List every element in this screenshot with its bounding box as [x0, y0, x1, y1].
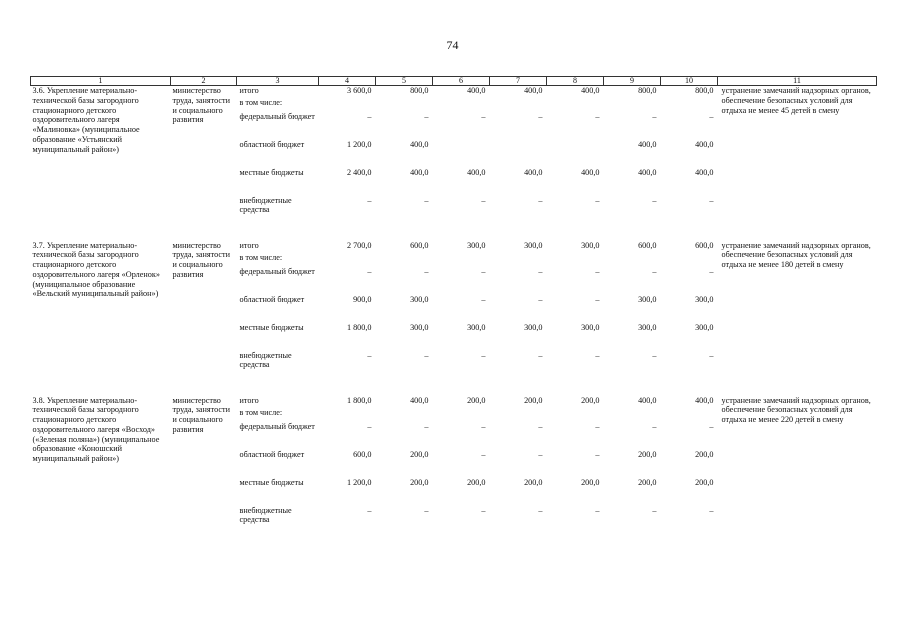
amount-cell: –: [424, 111, 429, 121]
amount-cell: –: [424, 195, 429, 205]
amount-cell: 300,0: [581, 240, 600, 250]
amount-cell: 400,0: [467, 167, 486, 177]
financing-table: [30, 76, 877, 534]
amount-cell: –: [538, 294, 543, 304]
amount-cell: –: [481, 111, 486, 121]
amount-cell: –: [595, 350, 600, 360]
amount-cell: 600,0: [410, 240, 429, 250]
amount-cell: 600,0: [638, 240, 657, 250]
column-header: 5: [376, 77, 433, 86]
amount-cell: [604, 253, 661, 267]
amount-cell: 200,0: [581, 395, 600, 405]
executor-cell: министерство труда, занятости и социального развития: [172, 86, 231, 125]
amount-cell: [376, 253, 433, 267]
amount-cell: [433, 408, 490, 422]
amount-cell: 600,0: [695, 240, 714, 250]
amount-cell: –: [481, 266, 486, 276]
amount-cell: –: [538, 266, 543, 276]
funding-source-cell: в том числе:: [239, 97, 283, 107]
funding-source-cell: итого: [239, 86, 259, 95]
amount-cell: 300,0: [695, 294, 714, 304]
amount-cell: 400,0: [638, 139, 657, 149]
amount-cell: 300,0: [638, 294, 657, 304]
amount-cell: –: [652, 195, 657, 205]
amount-cell: –: [595, 266, 600, 276]
amount-cell: [376, 98, 433, 112]
amount-cell: –: [595, 449, 600, 459]
funding-source-cell: федеральный бюджет: [239, 421, 315, 431]
funding-source-cell: местные бюджеты: [239, 477, 304, 487]
amount-cell: [661, 98, 718, 112]
column-header: 1: [31, 77, 171, 86]
amount-cell: 300,0: [410, 322, 429, 332]
amount-cell: –: [652, 350, 657, 360]
expected-result-cell: устранение замечаний надзорных органов, обеспечение безопасных условий для отдыха не менее 220 детей в смену: [721, 395, 871, 425]
amount-cell: [661, 408, 718, 422]
amount-cell: [547, 253, 604, 267]
amount-cell: [490, 140, 547, 168]
amount-cell: 300,0: [524, 240, 543, 250]
amount-cell: 300,0: [695, 322, 714, 332]
column-header: 11: [718, 77, 877, 86]
amount-cell: 200,0: [695, 449, 714, 459]
funding-source-cell: итого: [239, 240, 259, 250]
amount-cell: –: [595, 505, 600, 515]
amount-cell: –: [538, 449, 543, 459]
column-header: 3: [237, 77, 319, 86]
amount-cell: –: [424, 266, 429, 276]
amount-cell: 800,0: [638, 86, 657, 95]
column-header: 8: [547, 77, 604, 86]
amount-cell: 1 800,0: [346, 322, 372, 332]
amount-cell: 1 200,0: [346, 139, 372, 149]
column-header: 9: [604, 77, 661, 86]
amount-cell: 300,0: [524, 322, 543, 332]
funding-source-cell: федеральный бюджет: [239, 266, 315, 276]
amount-cell: 200,0: [695, 477, 714, 487]
amount-cell: 400,0: [695, 139, 714, 149]
amount-cell: 200,0: [410, 449, 429, 459]
amount-cell: –: [709, 266, 714, 276]
amount-cell: 800,0: [410, 86, 429, 95]
amount-cell: [604, 408, 661, 422]
funding-source-cell: в том числе:: [239, 407, 283, 417]
amount-cell: –: [709, 195, 714, 205]
funding-source-cell: местные бюджеты: [239, 167, 304, 177]
executor-cell: министерство труда, занятости и социального развития: [172, 240, 231, 279]
amount-cell: [319, 98, 376, 112]
amount-cell: [433, 140, 490, 168]
amount-cell: [490, 253, 547, 267]
amount-cell: 200,0: [581, 477, 600, 487]
funding-source-cell: областной бюджет: [239, 139, 305, 149]
amount-cell: –: [538, 350, 543, 360]
amount-cell: –: [538, 421, 543, 431]
funding-source-cell: в том числе:: [239, 252, 283, 262]
amount-cell: 400,0: [695, 167, 714, 177]
amount-cell: –: [367, 421, 372, 431]
measure-cell: 3.8. Укрепление материально-технической базы загородного стационарного детского оздоровительного лагеря «Восход» («Зеленая поляна») (муниципальное образование «Коношский муниципальный район»): [32, 395, 160, 464]
funding-source-cell: итого: [239, 395, 259, 405]
funding-source-cell: внебюджетные средства: [239, 505, 292, 525]
amount-cell: 200,0: [524, 477, 543, 487]
amount-cell: 600,0: [353, 449, 372, 459]
amount-cell: [319, 408, 376, 422]
amount-cell: 900,0: [353, 294, 372, 304]
amount-cell: [604, 98, 661, 112]
table-row: [31, 86, 877, 98]
amount-cell: –: [595, 111, 600, 121]
amount-cell: [433, 98, 490, 112]
amount-cell: [547, 98, 604, 112]
amount-cell: [547, 408, 604, 422]
amount-cell: –: [709, 350, 714, 360]
amount-cell: 400,0: [581, 86, 600, 95]
amount-cell: 2 400,0: [346, 167, 372, 177]
amount-cell: 300,0: [638, 322, 657, 332]
column-header-row: [31, 77, 877, 86]
amount-cell: –: [424, 421, 429, 431]
amount-cell: –: [424, 350, 429, 360]
amount-cell: 3 600,0: [346, 86, 372, 95]
amount-cell: 400,0: [410, 167, 429, 177]
section-spacer: [31, 224, 877, 241]
amount-cell: –: [709, 505, 714, 515]
funding-source-cell: федеральный бюджет: [239, 111, 315, 121]
amount-cell: –: [538, 505, 543, 515]
amount-cell: –: [652, 266, 657, 276]
amount-cell: –: [538, 111, 543, 121]
measure-cell: 3.7. Укрепление материально-технической базы загородного стационарного детского оздоровительного лагеря «Орленок» (муниципальное образование «Вельский муниципальный район»): [32, 240, 160, 299]
funding-source-cell: внебюджетные средства: [239, 195, 292, 215]
column-header: 10: [661, 77, 718, 86]
amount-cell: 200,0: [524, 395, 543, 405]
amount-cell: 400,0: [410, 395, 429, 405]
amount-cell: 2 700,0: [346, 240, 372, 250]
column-header: 7: [490, 77, 547, 86]
amount-cell: 800,0: [695, 86, 714, 95]
amount-cell: 200,0: [467, 477, 486, 487]
amount-cell: –: [481, 505, 486, 515]
amount-cell: –: [481, 449, 486, 459]
amount-cell: [490, 98, 547, 112]
funding-source-cell: местные бюджеты: [239, 322, 304, 332]
amount-cell: –: [481, 294, 486, 304]
amount-cell: –: [367, 195, 372, 205]
amount-cell: –: [367, 266, 372, 276]
amount-cell: –: [367, 350, 372, 360]
amount-cell: 300,0: [467, 240, 486, 250]
amount-cell: [661, 253, 718, 267]
funding-source-cell: внебюджетные средства: [239, 350, 292, 370]
amount-cell: 1 800,0: [346, 395, 372, 405]
page-number: 74: [446, 38, 459, 52]
amount-cell: 400,0: [695, 395, 714, 405]
amount-cell: –: [595, 421, 600, 431]
amount-cell: 400,0: [638, 167, 657, 177]
amount-cell: 400,0: [524, 167, 543, 177]
amount-cell: 200,0: [638, 477, 657, 487]
amount-cell: 400,0: [638, 395, 657, 405]
amount-cell: [376, 408, 433, 422]
amount-cell: –: [595, 294, 600, 304]
amount-cell: 200,0: [467, 395, 486, 405]
funding-source-cell: областной бюджет: [239, 449, 305, 459]
amount-cell: 1 200,0: [346, 477, 372, 487]
amount-cell: –: [481, 195, 486, 205]
amount-cell: –: [652, 111, 657, 121]
amount-cell: 200,0: [638, 449, 657, 459]
expected-result-cell: устранение замечаний надзорных органов, обеспечение безопасных условий для отдыха не менее 180 детей в смену: [721, 240, 871, 270]
amount-cell: –: [481, 350, 486, 360]
amount-cell: [319, 253, 376, 267]
amount-cell: 300,0: [467, 322, 486, 332]
amount-cell: –: [424, 505, 429, 515]
amount-cell: –: [709, 111, 714, 121]
amount-cell: –: [367, 111, 372, 121]
amount-cell: [433, 253, 490, 267]
amount-cell: –: [481, 421, 486, 431]
amount-cell: –: [367, 505, 372, 515]
column-header: 4: [319, 77, 376, 86]
amount-cell: –: [652, 421, 657, 431]
expected-result-cell: устранение замечаний надзорных органов, обеспечение безопасных условий для отдыха не менее 45 детей в смену: [721, 86, 871, 115]
amount-cell: 400,0: [467, 86, 486, 95]
amount-cell: 400,0: [524, 86, 543, 95]
amount-cell: 200,0: [410, 477, 429, 487]
table-row: [31, 241, 877, 253]
amount-cell: [490, 408, 547, 422]
amount-cell: –: [709, 421, 714, 431]
amount-cell: 400,0: [410, 139, 429, 149]
amount-cell: 300,0: [410, 294, 429, 304]
amount-cell: 300,0: [581, 322, 600, 332]
amount-cell: –: [538, 195, 543, 205]
column-header: 6: [433, 77, 490, 86]
funding-source-cell: областной бюджет: [239, 294, 305, 304]
executor-cell: министерство труда, занятости и социального развития: [172, 395, 231, 434]
amount-cell: –: [595, 195, 600, 205]
section-spacer: [31, 379, 877, 396]
column-header: 2: [171, 77, 237, 86]
measure-cell: 3.6. Укрепление материально-технической базы загородного стационарного детского оздоровительного лагеря «Малиновка» (муниципальное образование «Устьянский муниципальный район»): [32, 86, 140, 154]
amount-cell: 400,0: [581, 167, 600, 177]
amount-cell: –: [652, 505, 657, 515]
amount-cell: [547, 140, 604, 168]
table-row: [31, 396, 877, 408]
